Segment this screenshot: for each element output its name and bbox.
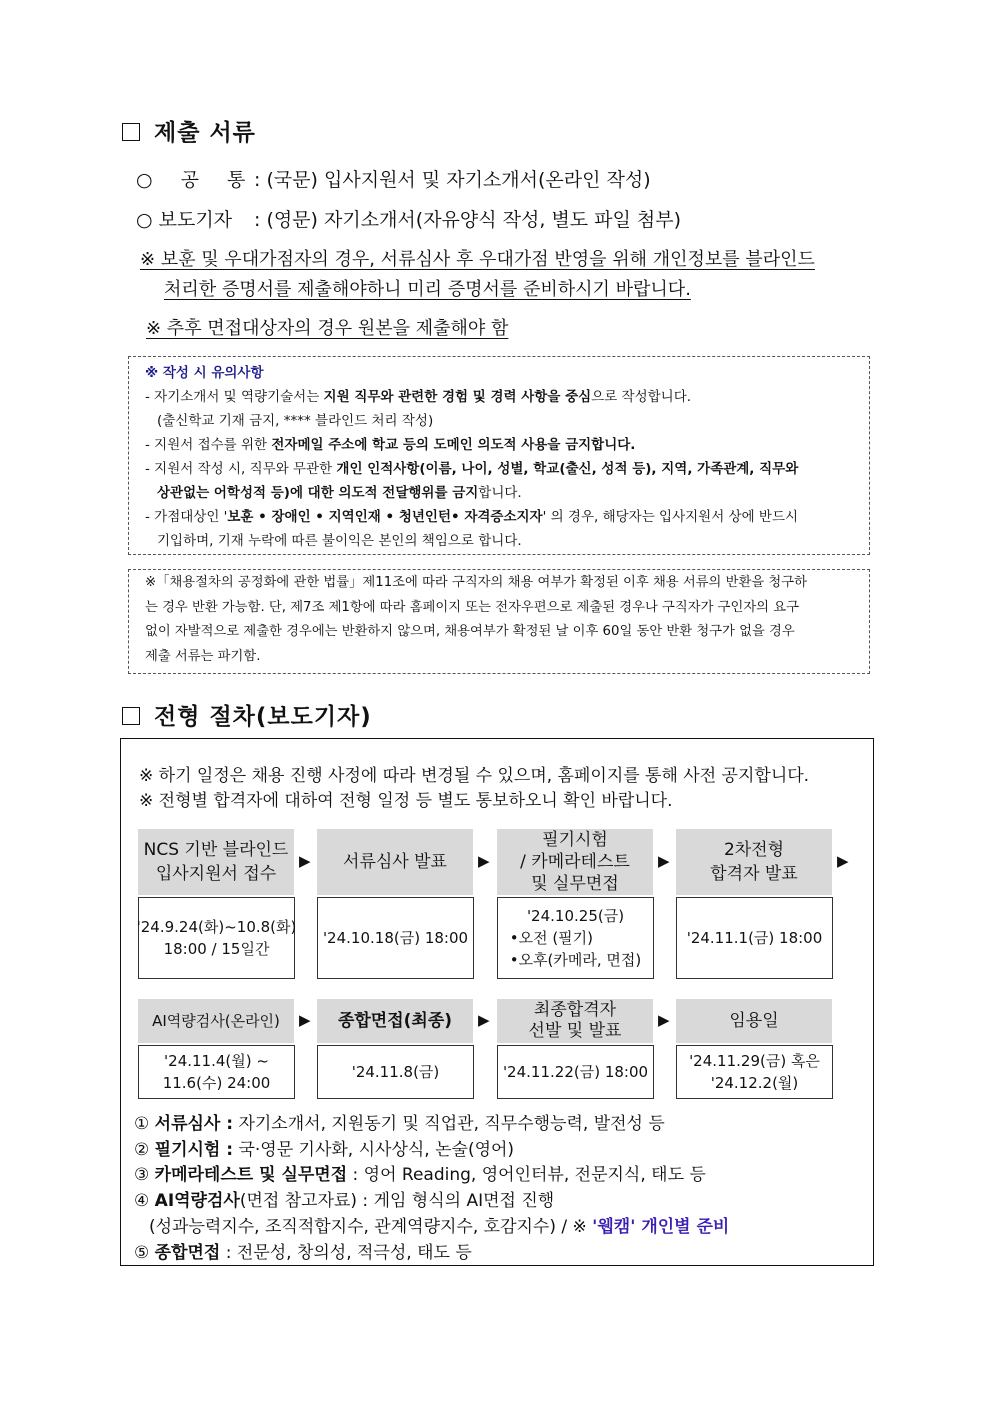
date-ai-test: '24.11.4(월) ~ 11.6(수) 24:00 xyxy=(138,1045,295,1099)
arrow-right-icon: ▶ xyxy=(658,1011,670,1029)
legal-line-4: 제출 서류는 파기함. xyxy=(145,648,261,664)
desc-item-4-sub: (성과능력지수, 조직적합지수, 관계역량지수, 호감지수) / ※ '웹캠' 개인별 준비 xyxy=(149,1217,730,1237)
legal-notice-box xyxy=(128,569,870,674)
stage-final-interview: 종합면접(최종) xyxy=(317,999,473,1043)
caution-box xyxy=(128,356,870,555)
section-title-documents: 제출 서류 xyxy=(122,114,256,147)
legal-line-3: 없이 자발적으로 제출한 경우에는 반환하지 않으며, 채용여부가 확정된 날 이후 60일 동안 반환 청구가 없을 경우 xyxy=(145,624,795,639)
caution-line-5: 상관없는 어학성적 등)에 대한 의도적 전달행위를 금지합니다. xyxy=(157,485,522,501)
original-docs-note: ※ 추후 면접대상자의 경우 원본을 제출해야 함 xyxy=(146,318,509,339)
arrow-right-icon: ▶ xyxy=(478,852,490,870)
bonus-points-note: ※ 보훈 및 우대가점자의 경우, 서류심사 후 우대가점 반영을 위해 개인정보를 블라인드 처리한 증명서를 제출해야하니 미리 증명서를 준비하시기 바랍니다. xyxy=(140,249,815,300)
desc-item-4: ④ AI역량검사(면접 참고자료) : 게임 형식의 AI면접 진행 xyxy=(134,1191,555,1211)
caution-line-7: 기입하며, 기재 누락에 따른 불이익은 본인의 책임으로 합니다. xyxy=(157,533,522,549)
common-docs-line: ○ 공 통 : (국문) 입사지원서 및 자기소개서(온라인 작성) xyxy=(136,169,651,191)
desc-item-2: ② 필기시험 : 국·영문 기사화, 시사상식, 논술(영어) xyxy=(134,1140,515,1160)
date-appointment: '24.11.29(금) 혹은 '24.12.2(월) xyxy=(676,1045,833,1099)
checkbox-square-icon xyxy=(122,707,140,725)
stage-ai-test: AI역량검사(온라인) xyxy=(138,999,294,1043)
caution-line-4: - 지원서 작성 시, 직무와 무관한 개인 인적사항(이름, 나이, 성별, 학교(출신, 성적 등), 지역, 가족관계, 직무와 xyxy=(145,461,799,477)
legal-line-1: ※「채용절차의 공정화에 관한 법률」제11조에 따라 구직자의 채용 여부가 확정된 이후 채용 서류의 반환을 청구하 xyxy=(145,575,807,590)
caution-line-1: - 자기소개서 및 역량기술서는 지원 직무와 관련한 경험 및 경력 사항을 중심으로 작성합니다. xyxy=(145,389,692,405)
desc-item-1: ① 서류심사 : 자기소개서, 지원동기 및 직업관, 직무수행능력, 발전성 등 xyxy=(134,1114,665,1134)
schedule-notice-2: ※ 전형별 합격자에 대하여 전형 일정 등 별도 통보하오니 확인 바랍니다. xyxy=(139,791,673,811)
stage-application: NCS 기반 블라인드 입사지원서 접수 xyxy=(138,829,294,895)
arrow-right-icon: ▶ xyxy=(299,1011,311,1029)
stage-second-result: 2차전형 합격자 발표 xyxy=(676,829,832,895)
schedule-notice-1: ※ 하기 일정은 채용 진행 사정에 따라 변경될 수 있으며, 홈페이지를 통해 사전 공지합니다. xyxy=(139,766,810,786)
legal-line-2: 는 경우 반환 가능함. 단, 제7조 제1항에 따라 홈페이지 또는 전자우편으로 제출된 경우나 구직자가 구인자의 요구 xyxy=(145,599,799,615)
date-document-result: '24.10.18(금) 18:00 xyxy=(317,897,474,979)
checkbox-square-icon xyxy=(122,123,140,141)
date-written-test: '24.10.25(금) •오전 (필기) •오후(카메라, 면접) xyxy=(497,897,654,979)
arrow-right-icon: ▶ xyxy=(837,852,849,870)
desc-item-5: ⑤ 종합면접 : 전문성, 창의성, 적극성, 태도 등 xyxy=(134,1243,472,1263)
caution-line-6: - 가점대상인 '보훈 • 장애인 • 지역인재 • 청년인턴• 자격증소지자' 의 경우, 해당자는 입사지원서 상에 반드시 xyxy=(145,509,799,525)
caution-line-3: - 지원서 접수를 위한 전자메일 주소에 학교 등의 도메인 의도적 사용을 금지합니다. xyxy=(145,437,636,453)
caution-line-2: (출신학교 기재 금지, **** 블라인드 처리 작성) xyxy=(157,413,434,429)
stage-written-test: 필기시험 / 카메라테스트 및 실무면접 xyxy=(497,829,653,895)
desc-item-3: ③ 카메라테스트 및 실무면접 : 영어 Reading, 영어인터뷰, 전문지식, 태도 등 xyxy=(134,1165,706,1185)
process-box xyxy=(120,738,874,1266)
section-title-process: 전형 절차(보도기자) xyxy=(122,698,372,731)
date-final-interview: '24.11.8(금) xyxy=(317,1045,474,1099)
date-second-result: '24.11.1(금) 18:00 xyxy=(676,897,833,979)
reporter-docs-line: ○ 보도기자 : (영문) 자기소개서(자유양식 작성, 별도 파일 첨부) xyxy=(136,209,682,231)
date-application: '24.9.24(화)~10.8(화) 18:00 / 15일간 xyxy=(138,897,295,979)
arrow-right-icon: ▶ xyxy=(658,852,670,870)
arrow-right-icon: ▶ xyxy=(478,1011,490,1029)
stage-final-selection: 최종합격자 선발 및 발표 xyxy=(497,999,653,1043)
date-final-selection: '24.11.22(금) 18:00 xyxy=(497,1045,654,1099)
stage-appointment: 임용일 xyxy=(676,999,832,1043)
arrow-right-icon: ▶ xyxy=(299,852,311,870)
caution-title: ※ 작성 시 유의사항 xyxy=(145,365,264,381)
stage-document-result: 서류심사 발표 xyxy=(317,829,473,895)
